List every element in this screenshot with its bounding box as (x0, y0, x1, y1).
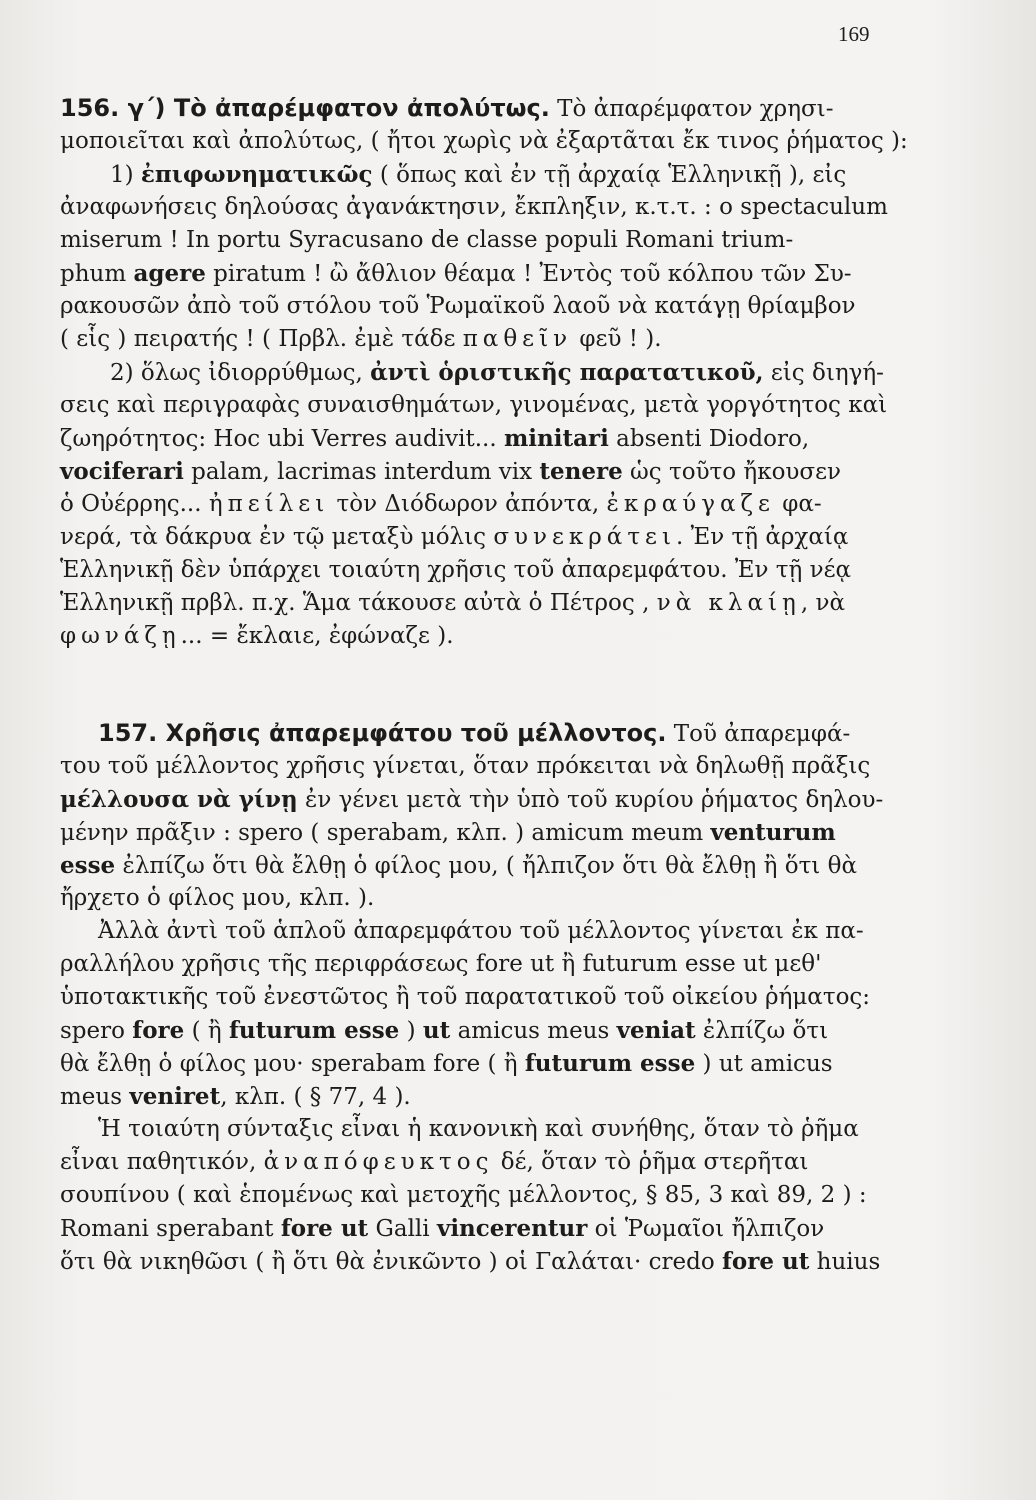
text-line: meus veniret, κλπ. ( § 77, 4 ). (60, 1083, 411, 1110)
text-line: Ἑλληνικῇ πρβλ. π.χ. Ἅμα τάκουσε αὐτὰ ὁ Πέτρος , νὰ κλαίῃ, νὰ (60, 590, 845, 616)
text-line: ὁ Οὐέρρης... ἠπείλει τὸν Διόδωρον ἀπόντα, ἐκραύγαζε φα- (60, 491, 822, 517)
text-line: spero fore ( ἢ futurum esse ) ut amicus meus veniat ἐλπίζω ὅτι (60, 1017, 829, 1044)
text-line: του τοῦ μέλλοντος χρῆσις γίνεται, ὅταν πρόκειται νὰ δηλωθῇ πρᾶξις (60, 753, 871, 779)
text-line: Ἀλλὰ ἀντὶ τοῦ ἁπλοῦ ἀπαρεμφάτου τοῦ μέλλοντος γίνεται ἐκ πα- (98, 918, 864, 944)
text-line: μοποιεῖται καὶ ἀπολύτως, ( ἤτοι χωρὶς νὰ ἐξαρτᾶται ἔκ τινος ῥήματος ): (60, 128, 908, 154)
text-line: ἤρχετο ὁ φίλος μου, κλπ. ). (60, 885, 375, 911)
text-line: μένην πρᾶξιν : spero ( sperabam, κλπ. ) amicum meum venturum (60, 819, 836, 846)
text-line: Ἑλληνικῇ δὲν ὑπάρχει τοιαύτη χρῆσις τοῦ ἀπαρεμφάτου. Ἐν τῇ νέᾳ (60, 557, 852, 583)
text-line: ὅτι θὰ νικηθῶσι ( ἢ ὅτι θὰ ἐνικῶντο ) οἱ Γαλάται· credo fore ut huius (60, 1248, 881, 1275)
text-line: 156. γ΄) Τὸ ἀπαρέμφατον ἀπολύτως. Τὸ ἀπαρέμφατον χρησι- (60, 94, 834, 122)
text-line: miserum ! In portu Syracusano de classe populi Romani trium- (60, 227, 794, 253)
page-body (60, 92, 908, 1278)
text-line: ἀναφωνήσεις δηλούσας ἀγανάκτησιν, ἔκπληξιν, κ.τ.τ. : o spectaculum (60, 194, 888, 220)
text-line: ραλλήλου χρῆσις τῆς περιφράσεως fore ut ἢ futurum esse ut μεθ' (60, 951, 822, 977)
text-line: vociferari palam, lacrimas interdum vix tenere ὡς τοῦτο ἤκουσεν (60, 458, 842, 485)
text-line: φωνάζῃ... = ἔκλαιε, ἐφώναζε ). (60, 623, 454, 649)
text-line: ὑποτακτικῆς τοῦ ἐνεστῶτος ἢ τοῦ παρατατικοῦ τοῦ οἰκείου ῥήματος: (60, 984, 871, 1010)
text-line: 1) ἐπιφωνηματικῶς ( ὅπως καὶ ἐν τῇ ἀρχαίᾳ Ἑλληνικῇ ), εἰς (110, 161, 847, 188)
text-line: θὰ ἔλθῃ ὁ φίλος μου· sperabam fore ( ἢ futurum esse ) ut amicus (60, 1050, 833, 1077)
text-line: esse ἐλπίζω ὅτι θὰ ἔλθῃ ὁ φίλος μου, ( ἤλπιζον ὅτι θὰ ἔλθῃ ἢ ὅτι θὰ (60, 852, 858, 879)
text-line: εἶναι παθητικόν, ἀναπόφευκτος δέ, ὅταν τὸ ῥῆμα στερῆται (60, 1149, 809, 1175)
text-line: Ἡ τοιαύτη σύνταξις εἶναι ἡ κανονικὴ καὶ συνήθης, ὅταν τὸ ῥῆμα (98, 1116, 859, 1142)
text-line: 157. Χρῆσις ἀπαρεμφάτου τοῦ μέλλοντος. Τοῦ ἀπαρεμφά- (98, 719, 851, 747)
text-line: μέλλουσα νὰ γίνῃ ἐν γένει μετὰ τὴν ὑπὸ τοῦ κυρίου ῥήματος δηλου- (60, 786, 884, 813)
text-line: 2) ὅλως ἰδιορρύθμως, ἀντὶ ὁριστικῆς παρατατικοῦ, εἰς διηγή- (110, 359, 884, 386)
text-line: νερά, τὰ δάκρυα ἐν τῷ μεταξὺ μόλις συνεκράτει. Ἐν τῇ ἀρχαίᾳ (60, 524, 849, 550)
page-number: 169 (838, 22, 870, 46)
text-line: σουπίνου ( καὶ ἑπομένως καὶ μετοχῆς μέλλοντος, § 85, 3 καὶ 89, 2 ) : (60, 1182, 867, 1208)
section-156 (60, 92, 908, 653)
text-line: ( εἷς ) πειρατής ! ( Πρβλ. ἐμὲ τάδε παθεῖν φεῦ ! ). (60, 326, 662, 352)
section-157 (60, 717, 884, 1278)
text-line: Romani sperabant fore ut Galli vincerentur οἱ Ῥωμαῖοι ἤλπιζον (60, 1215, 825, 1242)
text-line: ζωηρότητος: Hoc ubi Verres audivit... minitari absenti Diodoro, (60, 425, 810, 452)
text-line: phum agere piratum ! ὢ ἄθλιον θέαμα ! Ἐντὸς τοῦ κόλπου τῶν Συ- (60, 260, 852, 287)
text-line: σεις καὶ περιγραφὰς συναισθημάτων, γινομένας, μετὰ γοργότητος καὶ (60, 392, 888, 418)
text-line: ρακουσῶν ἀπὸ τοῦ στόλου τοῦ Ῥωμαϊκοῦ λαοῦ νὰ κατάγῃ θρίαμβον (60, 293, 856, 319)
